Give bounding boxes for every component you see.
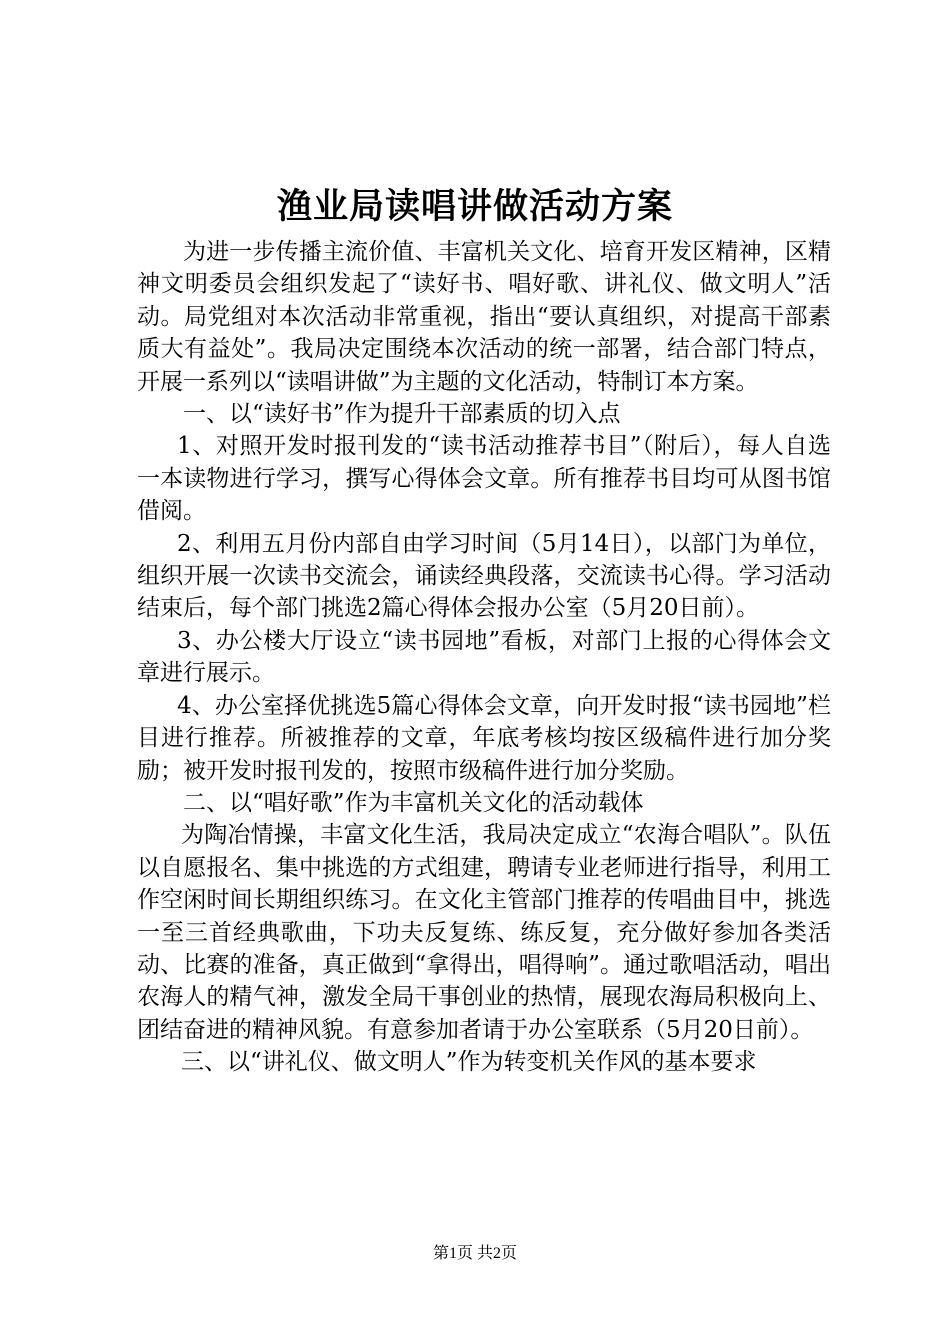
paragraph-intro: 为进一步传播主流价值、丰富机关文化、培育开发区精神，区精神文明委员会组织发起了“读好书、唱好歌、讲礼仪、做文明人”活动。局党组对本次活动非常重视，指出“要认真组织，对提高干部素质大有益处”。我局决定围绕本次活动的统一部署，结合部门特点，开展一系列以“读唱讲做”为主题的文化活动，特制订本方案。 bbox=[137, 239, 831, 395]
list-item-2: 2、利用五月份内部自由学习时间（5月14日），以部门为单位，组织开展一次读书交流会，诵读经典段落，交流读书心得。学习活动结束后，每个部门挑选2篇心得体会报办公室（5月20日前）。 bbox=[137, 530, 831, 622]
document-body bbox=[137, 236, 831, 1079]
section-heading-3: 三、以“讲礼仪、做文明人”作为转变机关作风的基本要求 bbox=[181, 1049, 757, 1076]
page-footer: 第1页 共2页 bbox=[432, 1245, 517, 1262]
section-heading-1: 一、以“读好书”作为提升干部素质的切入点 bbox=[183, 401, 621, 428]
list-item-1: 1、对照开发时报刊发的“读书活动推荐书目”（附后），每人自选一本读物进行学习，撰写心得体会文章。所有推荐书目均可从图书馆借阅。 bbox=[137, 433, 831, 525]
document-title: 渔业局读唱讲做活动方案 bbox=[276, 186, 673, 227]
list-item-3: 3、办公楼大厅设立“读书园地”看板，对部门上报的心得体会文章进行展示。 bbox=[137, 627, 831, 687]
list-item-4: 4、办公室择优挑选5篇心得体会文章，向开发时报“读书园地”栏目进行推荐。所被推荐的文章，年底考核均按区级稿件进行加分奖励；被开发时报刊发的，按照市级稿件进行加分奖励。 bbox=[137, 692, 831, 784]
section-heading-2: 二、以“唱好歌”作为丰富机关文化的活动载体 bbox=[183, 789, 644, 816]
paragraph-choir: 为陶冶情操，丰富文化生活，我局决定成立“农海合唱队”。队伍以自愿报名、集中挑选的方式组建，聘请专业老师进行指导，利用工作空闲时间长期组织练习。在文化主管部门推荐的传唱曲目中，挑选一至三首经典歌曲，下功夫反复练、练反复，充分做好参加各类活动、比赛的准备，真正做到“拿得出，唱得响”。通过歌唱活动，唱出农海人的精气神，激发全局干事创业的热情，展现农海局积极向上、团结奋进的精神风貌。有意参加者请于办公室联系（5月20日前）。 bbox=[137, 822, 831, 1043]
